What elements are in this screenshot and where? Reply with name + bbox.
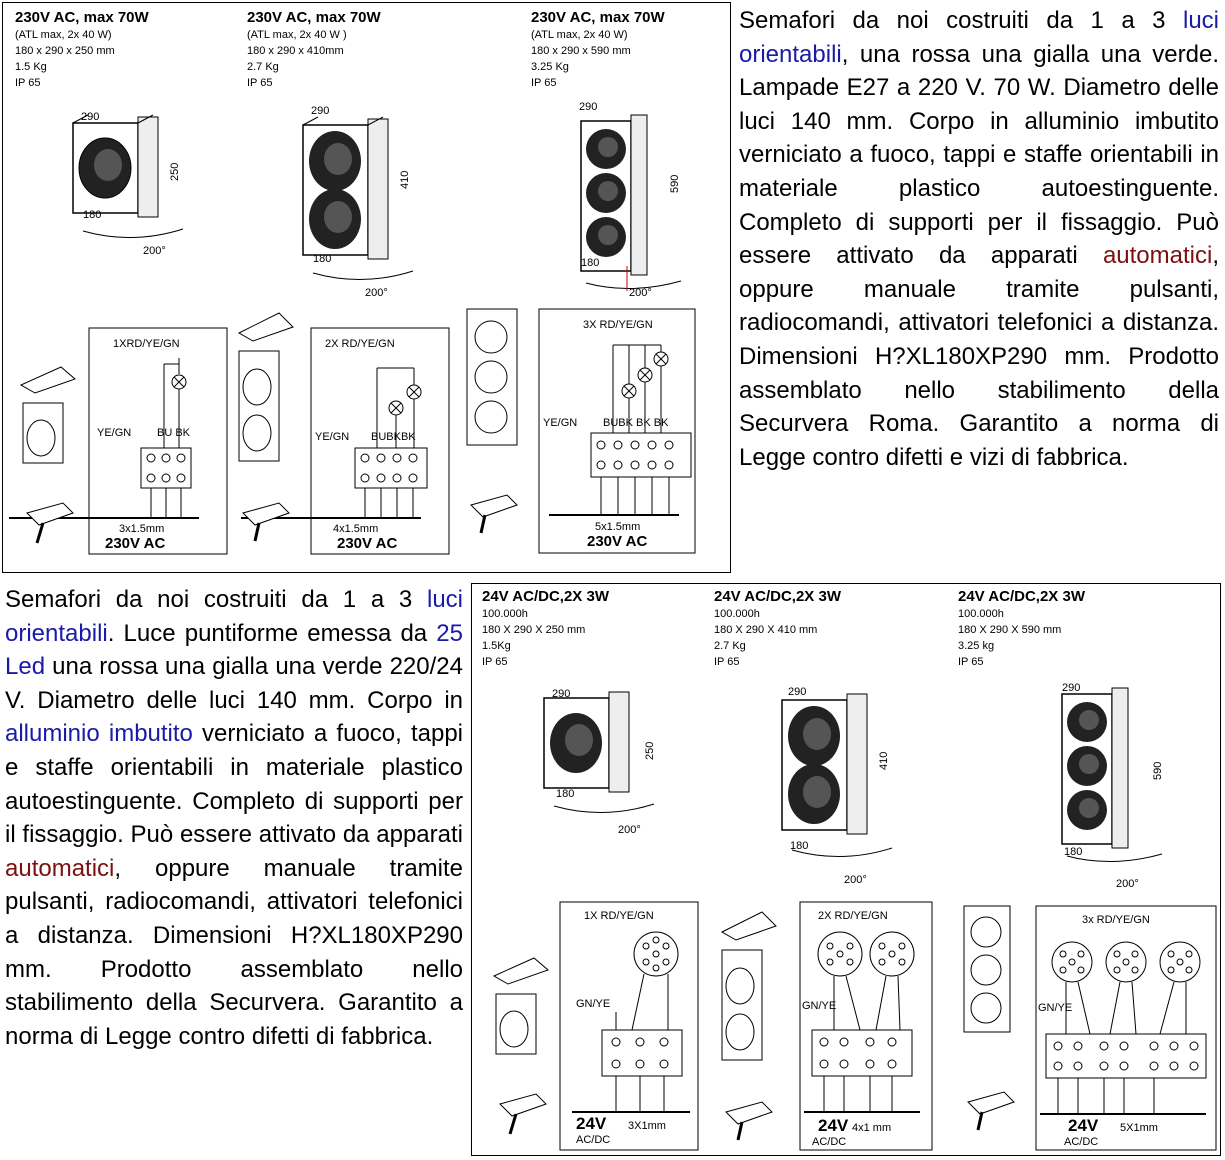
dim-width: 290 bbox=[552, 688, 571, 700]
wiring-cable: 4x1 mm bbox=[852, 1122, 892, 1134]
spec-title: 230V AC, max 70W bbox=[15, 9, 149, 26]
spec-atl: (ATL max, 2x 40 W ) bbox=[247, 29, 347, 41]
dim-width: 290 bbox=[788, 686, 807, 698]
wiring-code: 1XRD/YE/GN bbox=[113, 338, 180, 350]
dim-rotation: 200° bbox=[844, 874, 867, 886]
spec-title: 230V AC, max 70W bbox=[247, 9, 381, 26]
spec-size: 180 x 290 x 590 mm bbox=[531, 45, 631, 57]
dim-depth: 180 bbox=[581, 257, 600, 269]
wiring-voltage: 230V AC bbox=[337, 535, 398, 552]
wiring-cable: 4x1.5mm bbox=[333, 523, 379, 535]
dim-depth: 180 bbox=[1064, 846, 1083, 858]
spec-atl: (ATL max, 2x 40 W) bbox=[531, 29, 628, 41]
dim-rotation: 200° bbox=[618, 824, 641, 836]
wiring-ground: GN/YE bbox=[576, 998, 611, 1010]
bottom-product-panel bbox=[471, 583, 1221, 1156]
wiring-voltage: 24V bbox=[1068, 1116, 1099, 1135]
spec-ip: IP 65 bbox=[15, 77, 41, 89]
spec-weight: 1.5Kg bbox=[482, 640, 511, 652]
spec-title: 24V AC/DC,2X 3W bbox=[714, 588, 841, 605]
dim-height: 590 bbox=[669, 174, 681, 193]
wiring-ground: YE/GN bbox=[315, 431, 350, 443]
wiring-voltage-sub: AC/DC bbox=[812, 1136, 847, 1148]
wiring-diagram-1 bbox=[89, 328, 229, 556]
wiring-voltage: 230V AC bbox=[587, 533, 648, 550]
spec-title: 24V AC/DC,2X 3W bbox=[482, 588, 609, 605]
spec-ip: IP 65 bbox=[247, 77, 273, 89]
top-description bbox=[739, 4, 1219, 474]
wiring-cable: 5X1mm bbox=[1120, 1122, 1158, 1134]
wiring-ground: GN/YE bbox=[802, 1000, 837, 1012]
dim-width: 290 bbox=[579, 101, 598, 113]
dim-rotation: 200° bbox=[1116, 878, 1139, 890]
bracket-sketch-3 bbox=[461, 299, 541, 549]
led-bracket-sketch-3 bbox=[958, 896, 1028, 1146]
spec-ip: IP 65 bbox=[958, 656, 984, 668]
wiring-voltage-sub: AC/DC bbox=[576, 1134, 611, 1146]
spec-title: 230V AC, max 70W bbox=[531, 9, 665, 26]
wiring-voltage: 230V AC bbox=[105, 535, 166, 552]
spec-ip: IP 65 bbox=[531, 77, 557, 89]
desc-highlight: luci orientabili bbox=[739, 7, 1219, 68]
desc-highlight: 25 Led bbox=[5, 619, 463, 681]
spec-weight: 2.7 Kg bbox=[247, 61, 279, 73]
dim-depth: 180 bbox=[313, 253, 332, 265]
desc-text: , oppure manuale tramite pulsanti, radiocomandi, attivatori telefonici a distanza. Dimensioni H?XL180XP290 mm. Prodotto assemblato nello stabilimento della Securvera. Garantito a norma di Legge contro difetti di fabbrica. bbox=[5, 854, 463, 1050]
spec-hours: 100.000h bbox=[958, 608, 1004, 620]
dim-height: 590 bbox=[1152, 761, 1164, 780]
dim-depth: 180 bbox=[790, 840, 809, 852]
desc-text: Semafori da noi costruiti da 1 a 3 bbox=[739, 7, 1183, 34]
wiring-diagram-3 bbox=[539, 309, 699, 555]
desc-highlight: luci orientabili bbox=[5, 586, 463, 647]
spec-hours: 100.000h bbox=[482, 608, 528, 620]
spec-size: 180 X 290 X 590 mm bbox=[958, 624, 1062, 636]
wiring-voltage: 24V bbox=[576, 1114, 607, 1133]
spec-block-3-light bbox=[531, 9, 665, 91]
desc-text: , una rossa una gialla una verde. Lampade E27 a 220 V. 70 W. Diametro delle luci 140 mm. Corpo in alluminio imbutito verniciato a fuoco, tappi e staffe orientabili in materiale plastico autoestinguente. Completo di supporti per il fissaggio. Può essere attivato da apparati bbox=[739, 40, 1219, 270]
spec-atl: (ATL max, 2x 40 W) bbox=[15, 29, 112, 41]
traffic-light-1-drawing bbox=[63, 113, 193, 253]
wiring-ground: GN/YE bbox=[1038, 1002, 1073, 1014]
spec-weight: 1.5 Kg bbox=[15, 61, 47, 73]
wiring-voltage: 24V bbox=[818, 1116, 849, 1135]
wiring-code: 1X RD/YE/GN bbox=[584, 910, 654, 922]
wiring-wires: BU BK bbox=[157, 427, 191, 439]
wiring-code: 3X RD/YE/GN bbox=[583, 319, 653, 331]
bracket-sketch-2 bbox=[233, 303, 303, 553]
dim-width: 290 bbox=[1062, 682, 1081, 694]
wiring-voltage-sub: AC/DC bbox=[1064, 1136, 1099, 1148]
bottom-description bbox=[5, 583, 463, 1053]
spec-block-2-light bbox=[247, 9, 381, 91]
spec-size: 180 x 290 x 250 mm bbox=[15, 45, 115, 57]
spec-ip: IP 65 bbox=[714, 656, 740, 668]
led-wiring-diagram-2 bbox=[800, 902, 940, 1152]
spec-block-2-light-led bbox=[714, 588, 841, 670]
top-product-panel bbox=[2, 2, 731, 573]
spec-block-1-light bbox=[15, 9, 149, 91]
led-bracket-sketch-2 bbox=[716, 902, 786, 1152]
dim-height: 250 bbox=[169, 162, 181, 181]
wiring-cable: 3X1mm bbox=[628, 1120, 666, 1132]
spec-title: 24V AC/DC,2X 3W bbox=[958, 588, 1085, 605]
spec-size: 180 X 290 X 250 mm bbox=[482, 624, 586, 636]
wiring-code: 3x RD/YE/GN bbox=[1082, 914, 1150, 926]
desc-highlight: alluminio imbutito bbox=[5, 720, 193, 748]
dim-height: 410 bbox=[878, 751, 890, 770]
desc-text: . Luce puntiforme emessa da bbox=[107, 619, 437, 647]
led-bracket-sketch-1 bbox=[486, 954, 556, 1144]
spec-block-1-light-led bbox=[482, 588, 609, 670]
wiring-code: 2X RD/YE/GN bbox=[325, 338, 395, 350]
wiring-ground: YE/GN bbox=[543, 417, 578, 429]
wiring-code: 2X RD/YE/GN bbox=[818, 910, 888, 922]
wiring-ground: YE/GN bbox=[97, 427, 132, 439]
dim-rotation: 200° bbox=[629, 287, 652, 299]
spec-block-3-light-led bbox=[958, 588, 1085, 670]
dim-rotation: 200° bbox=[143, 245, 166, 257]
dim-width: 290 bbox=[81, 111, 100, 123]
wiring-cable: 3x1.5mm bbox=[119, 523, 165, 535]
dim-depth: 180 bbox=[556, 788, 575, 800]
traffic-light-2-drawing bbox=[293, 113, 433, 293]
desc-text: una rossa una gialla una verde 220/24 V. Diametro delle luci 140 mm. Corpo in bbox=[5, 653, 463, 714]
spec-weight: 3.25 Kg bbox=[531, 61, 569, 73]
spec-weight: 2.7 Kg bbox=[714, 640, 746, 652]
spec-ip: IP 65 bbox=[482, 656, 508, 668]
desc-highlight: automatici bbox=[1102, 242, 1213, 270]
spec-size: 180 X 290 X 410 mm bbox=[714, 624, 818, 636]
wiring-wires: BUBKBK bbox=[371, 431, 416, 443]
dim-depth: 180 bbox=[83, 209, 102, 221]
desc-text: , oppure manuale tramite pulsanti, radiocomandi, attivatori telefonici a distanza. Dimensioni H?XL180XP290 mm. Prodotto assemblato nello stabilimento della Securvera Roma. Garantito a norma di Legge contro difetti e vizi di fabbrica. bbox=[739, 242, 1219, 471]
spec-weight: 3.25 kg bbox=[958, 640, 995, 652]
desc-text: verniciato a fuoco, tappi e staffe orientabili in materiale plastico autoestinguente. Completo di supporti per il fissaggio. Può essere attivato da apparati bbox=[5, 720, 463, 849]
desc-text: Semafori da noi costruiti da 1 a 3 bbox=[5, 586, 427, 613]
dim-height: 250 bbox=[644, 741, 656, 760]
wiring-wires: BUBK BK BK bbox=[603, 417, 669, 429]
spec-hours: 100.000h bbox=[714, 608, 760, 620]
desc-highlight: automatici bbox=[5, 854, 115, 882]
led-wiring-diagram-3 bbox=[1036, 906, 1222, 1152]
dim-rotation: 200° bbox=[365, 287, 388, 299]
dim-height: 410 bbox=[399, 170, 411, 189]
dim-width: 290 bbox=[311, 105, 330, 117]
spec-size: 180 x 290 x 410mm bbox=[247, 45, 344, 57]
wiring-cable: 5x1.5mm bbox=[595, 521, 641, 533]
bracket-sketch-1 bbox=[13, 363, 83, 553]
